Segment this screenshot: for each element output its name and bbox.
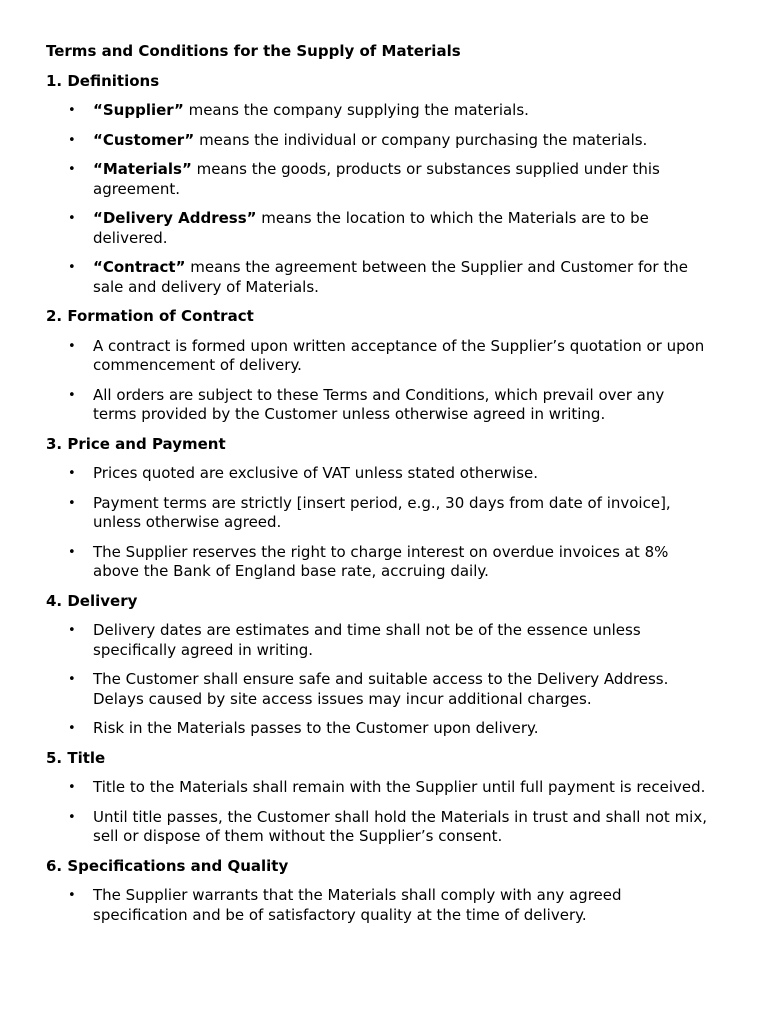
bullet-icon: • [68, 623, 76, 638]
item-text: The Customer shall ensure safe and suitable access to the Delivery Address. Delays caused by site access issues may incur additional charges. [93, 670, 669, 708]
item-text: All orders are subject to these Terms and Conditions, which prevail over any terms provided by the Customer unless otherwise agreed in writing. [93, 385, 665, 423]
item-text: means the company supplying the materials. [183, 101, 529, 119]
defined-term: “Materials” [93, 160, 192, 178]
bullet-icon: • [68, 672, 76, 687]
section-delivery [46, 592, 722, 739]
list-item [46, 131, 722, 151]
list-item [46, 808, 722, 847]
section-specifications-and-quality [46, 857, 722, 926]
section-heading: 4. Delivery [46, 591, 138, 610]
list-item [46, 209, 722, 248]
item-text: Delivery dates are estimates and time shall not be of the essence unless specifically agreed in writing. [93, 621, 641, 659]
list-item [46, 494, 722, 533]
item-text: means the goods, products or substances supplied under this agreement. [93, 160, 660, 198]
bullet-icon: • [68, 495, 76, 511]
section-heading: 1. Definitions [46, 71, 160, 90]
section-price-and-payment [46, 435, 722, 582]
item-text: Risk in the Materials passes to the Customer upon delivery. [93, 719, 539, 737]
section-heading: 5. Title [46, 748, 106, 767]
list-item [46, 464, 722, 484]
bullet-icon: • [68, 103, 76, 118]
bullet-icon: • [68, 888, 76, 903]
item-text: means the individual or company purchasing the materials. [194, 130, 648, 149]
item-text: Until title passes, the Customer shall hold the Materials in trust and shall not mix, sell or dispose of them without the Supplier’s consent. [93, 807, 707, 845]
list-item [46, 670, 722, 709]
bullet-icon: • [68, 809, 76, 825]
title-list [46, 778, 722, 847]
section-heading: 2. Formation of Contract [46, 307, 254, 325]
list-item [46, 543, 722, 582]
bullet-icon: • [68, 387, 76, 403]
list-item [46, 621, 722, 660]
item-text: Payment terms are strictly [insert period, e.g., 30 days from date of invoice], unless otherwise agreed. [93, 493, 671, 531]
bullet-icon: • [68, 721, 76, 736]
section-heading: 3. Price and Payment [46, 434, 226, 453]
defined-term: “Customer” [93, 130, 195, 149]
item-text: The Supplier warrants that the Materials shall comply with any agreed specification and be of satisfactory quality at the time of delivery. [93, 886, 622, 924]
section-heading: 6. Specifications and Quality [46, 856, 289, 875]
item-text: means the agreement between the Supplier and Customer for the sale and delivery of Materials. [93, 258, 688, 296]
specifications-list [46, 886, 722, 925]
defined-term: “Supplier” [93, 101, 184, 119]
list-item [46, 101, 722, 121]
item-text: The Supplier reserves the right to charge interest on overdue invoices at 8% above the Bank of England base rate, accruing daily. [93, 542, 669, 580]
list-item [46, 386, 722, 425]
section-definitions [46, 72, 722, 298]
item-text: Title to the Materials shall remain with the Supplier until full payment is received. [93, 778, 706, 796]
item-text: A contract is formed upon written acceptance of the Supplier’s quotation or upon commencement of delivery. [93, 336, 705, 374]
bullet-icon: • [68, 162, 76, 177]
list-item [46, 160, 722, 199]
list-item [46, 778, 722, 798]
delivery-list [46, 621, 722, 739]
bullet-icon: • [68, 260, 76, 275]
item-text: Prices quoted are exclusive of VAT unless stated otherwise. [93, 464, 539, 482]
definitions-list [46, 101, 722, 297]
list-item [46, 886, 722, 925]
bullet-icon: • [68, 338, 76, 354]
bullet-icon: • [68, 132, 76, 148]
bullet-icon: • [68, 780, 76, 795]
item-text: means the location to which the Materials are to be delivered. [93, 209, 649, 247]
document-title: Terms and Conditions for the Supply of Materials [46, 42, 461, 60]
bullet-icon: • [68, 211, 76, 226]
section-formation-of-contract [46, 307, 722, 425]
section-title [46, 749, 722, 847]
price-payment-list [46, 464, 722, 582]
formation-list [46, 337, 722, 425]
list-item [46, 337, 722, 376]
defined-term: “Delivery Address” [93, 209, 257, 227]
bullet-icon: • [68, 466, 76, 481]
defined-term: “Contract” [93, 258, 186, 276]
bullet-icon: • [68, 544, 76, 560]
list-item [46, 719, 722, 739]
list-item [46, 258, 722, 297]
